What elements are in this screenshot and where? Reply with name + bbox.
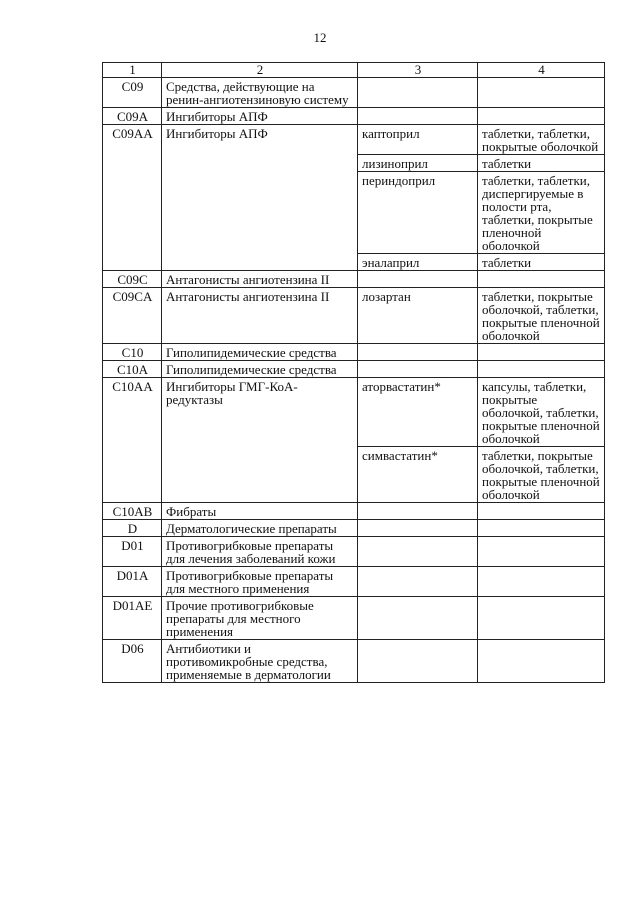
drug-name-cell xyxy=(358,344,478,361)
drug-name-cell: лизиноприл xyxy=(358,155,478,172)
group-name-cell: Дерматологические препараты xyxy=(162,520,358,537)
column-header-2: 2 xyxy=(162,63,358,78)
table-row xyxy=(103,597,605,640)
group-name-cell: Гиполипидемические средства xyxy=(162,361,358,378)
drug-name-cell: эналаприл xyxy=(358,254,478,271)
group-name-cell: Фибраты xyxy=(162,503,358,520)
table-row xyxy=(103,378,605,447)
atc-code-cell: C09C xyxy=(103,271,162,288)
atc-code-cell: C10A xyxy=(103,361,162,378)
drug-name-cell xyxy=(358,271,478,288)
column-header-4: 4 xyxy=(478,63,605,78)
column-header-1: 1 xyxy=(103,63,162,78)
table-row xyxy=(103,271,605,288)
table-row xyxy=(103,361,605,378)
table-row xyxy=(103,288,605,344)
drug-name-cell: аторвастатин* xyxy=(358,378,478,447)
group-name-cell: Антибиотики и противомикробные средства, применяемые в дерматологии xyxy=(162,640,358,683)
table-row xyxy=(103,640,605,683)
group-name-cell: Ингибиторы АПФ xyxy=(162,108,358,125)
atc-code-cell: D06 xyxy=(103,640,162,683)
group-name-cell: Средства, действующие на ренин-ангиотензиновую систему xyxy=(162,78,358,108)
table-row xyxy=(103,567,605,597)
dosage-form-cell xyxy=(478,503,605,520)
table-row xyxy=(103,125,605,155)
drug-name-cell xyxy=(358,597,478,640)
atc-code-cell: D01AE xyxy=(103,597,162,640)
page-number: 12 xyxy=(313,30,327,45)
group-name-cell: Противогрибковые препараты для местного применения xyxy=(162,567,358,597)
drug-name-cell: каптоприл xyxy=(358,125,478,155)
atc-code-cell: C10AB xyxy=(103,503,162,520)
dosage-form-cell: капсулы, таблетки, покрытые оболочкой, таблетки, покрытые пленочной оболочкой xyxy=(478,378,605,447)
table-row xyxy=(103,537,605,567)
drug-classification-table xyxy=(102,62,605,683)
table-body xyxy=(103,63,605,683)
atc-code-cell: C09A xyxy=(103,108,162,125)
table-row xyxy=(103,503,605,520)
drug-name-cell xyxy=(358,361,478,378)
dosage-form-cell xyxy=(478,271,605,288)
atc-code-cell: C10AA xyxy=(103,378,162,503)
table-row xyxy=(103,344,605,361)
atc-code-cell: D xyxy=(103,520,162,537)
dosage-form-cell: таблетки, таблетки, покрытые оболочкой xyxy=(478,125,605,155)
dosage-form-cell xyxy=(478,108,605,125)
dosage-form-cell: таблетки xyxy=(478,254,605,271)
column-header-3: 3 xyxy=(358,63,478,78)
table-row xyxy=(103,78,605,108)
dosage-form-cell xyxy=(478,537,605,567)
drug-name-cell xyxy=(358,78,478,108)
atc-code-cell: C09 xyxy=(103,78,162,108)
atc-code-cell: C09AA xyxy=(103,125,162,271)
atc-code-cell: D01A xyxy=(103,567,162,597)
dosage-form-cell: таблетки, покрытые оболочкой, таблетки, покрытые пленочной оболочкой xyxy=(478,447,605,503)
dosage-form-cell xyxy=(478,567,605,597)
table-row xyxy=(103,520,605,537)
dosage-form-cell: таблетки, таблетки, диспергируемые в полости рта, таблетки, покрытые пленочной оболочкой xyxy=(478,172,605,254)
group-name-cell: Антагонисты ангиотензина II xyxy=(162,288,358,344)
table-row xyxy=(103,108,605,125)
dosage-form-cell xyxy=(478,640,605,683)
dosage-form-cell xyxy=(478,361,605,378)
drug-name-cell: симвастатин* xyxy=(358,447,478,503)
atc-code-cell: C09CA xyxy=(103,288,162,344)
dosage-form-cell xyxy=(478,78,605,108)
drug-name-cell xyxy=(358,537,478,567)
drug-name-cell: периндоприл xyxy=(358,172,478,254)
dosage-form-cell: таблетки, покрытые оболочкой, таблетки, покрытые пленочной оболочкой xyxy=(478,288,605,344)
dosage-form-cell xyxy=(478,520,605,537)
group-name-cell: Ингибиторы АПФ xyxy=(162,125,358,271)
group-name-cell: Ингибиторы ГМГ-КоА-редуктазы xyxy=(162,378,358,503)
group-name-cell: Прочие противогрибковые препараты для местного применения xyxy=(162,597,358,640)
dosage-form-cell xyxy=(478,597,605,640)
dosage-form-cell: таблетки xyxy=(478,155,605,172)
group-name-cell: Гиполипидемические средства xyxy=(162,344,358,361)
dosage-form-cell xyxy=(478,344,605,361)
atc-code-cell: C10 xyxy=(103,344,162,361)
drug-name-cell xyxy=(358,640,478,683)
drug-name-cell xyxy=(358,108,478,125)
drug-name-cell xyxy=(358,520,478,537)
table-header-row xyxy=(103,63,605,78)
drug-name-cell: лозартан xyxy=(358,288,478,344)
drug-name-cell xyxy=(358,503,478,520)
group-name-cell: Антагонисты ангиотензина II xyxy=(162,271,358,288)
drug-name-cell xyxy=(358,567,478,597)
atc-code-cell: D01 xyxy=(103,537,162,567)
group-name-cell: Противогрибковые препараты для лечения заболеваний кожи xyxy=(162,537,358,567)
